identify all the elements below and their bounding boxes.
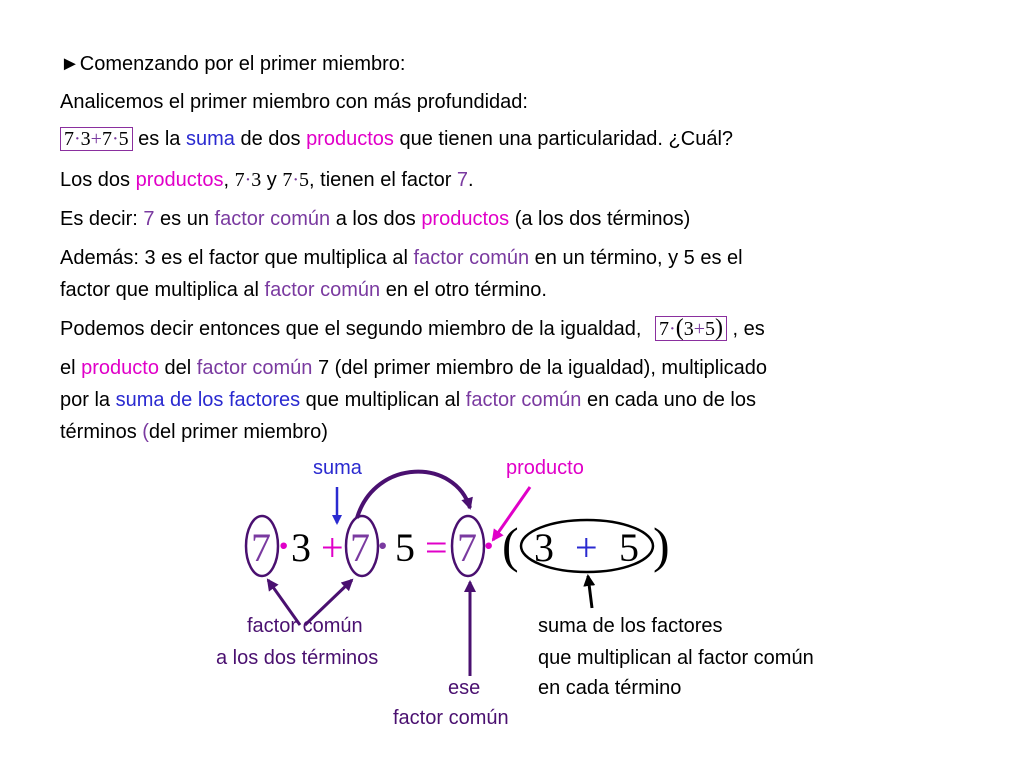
word-suma: suma: [185, 128, 235, 150]
boxed-expression-first-member: 7·3+7·5: [60, 127, 133, 151]
line-dos-productos: Los dos productos, 7·3 y 7·5, tienen el factor 7.: [60, 169, 474, 191]
eq-plus-1: +: [321, 525, 344, 570]
boxed-expression-second-member: 7·(3+5): [655, 316, 727, 341]
label-suma-de-los-factores: suma de los factores: [538, 615, 723, 637]
word-productos: productos: [306, 128, 394, 150]
eq-equals: =: [425, 525, 448, 570]
label-producto: producto: [506, 457, 584, 479]
arrow-factor-comun-2: [305, 580, 352, 625]
line-suma-de-factores: por la suma de los factores que multiplican al factor común en cada uno de los: [60, 389, 756, 411]
label-factor-comun: factor común: [247, 615, 363, 637]
line-producto-factor-comun: el producto del factor común 7 (del primer miembro de la igualdad), multiplicado: [60, 357, 768, 379]
arrow-factor-comun-1: [268, 580, 300, 625]
label-suma: suma: [313, 457, 362, 479]
expr-7-por-5: 7·5: [282, 169, 310, 191]
arc-arrow-common-factor: [357, 472, 470, 518]
expr-7-por-3: 7·3: [234, 169, 262, 191]
eq-three-2: 3: [534, 525, 554, 570]
line-segundo-miembro: Podemos decir entonces que el segundo miembro de la igualdad, 7·(3+5) , es: [60, 315, 765, 341]
eq-dot-2: ·: [376, 523, 390, 568]
line-suma-productos: 7·3+7·5 es la suma de dos productos que tienen una particularidad. ¿Cuál?: [60, 127, 733, 151]
label-en-cada-termino: en cada término: [538, 677, 682, 699]
eq-seven-2: 7: [350, 525, 370, 570]
heading-first-member: ►Comenzando por el primer miembro:: [60, 53, 406, 75]
label-ese-factor-comun: factor común: [393, 707, 509, 729]
eq-dot-3: ·: [482, 523, 496, 568]
eq-plus-2: +: [575, 525, 598, 570]
label-que-multiplican: que multiplican al factor común: [538, 647, 814, 669]
line-terminos: términos (del primer miembro): [60, 421, 328, 443]
eq-three-1: 3: [291, 525, 311, 570]
line-otro-termino: factor que multiplica al factor común en el otro término.: [60, 279, 547, 301]
arrow-suma-de-factores: [588, 576, 592, 608]
label-a-los-dos-terminos: a los dos términos: [216, 647, 379, 669]
eq-dot-1: ·: [277, 523, 291, 568]
intro-line: Analicemos el primer miembro con más profundidad:: [60, 91, 528, 113]
eq-seven-3: 7: [457, 525, 477, 570]
line-es-decir: Es decir: 7 es un factor común a los dos productos (a los dos términos): [60, 208, 691, 230]
eq-five-1: 5: [395, 525, 415, 570]
eq-close-paren: ): [653, 517, 670, 573]
line-ademas: Además: 3 es el factor que multiplica al factor común en un término, y 5 es el: [60, 247, 743, 269]
eq-open-paren: (: [502, 517, 519, 573]
eq-seven-1: 7: [251, 525, 271, 570]
eq-five-2: 5: [619, 525, 639, 570]
label-ese: ese: [448, 677, 481, 699]
